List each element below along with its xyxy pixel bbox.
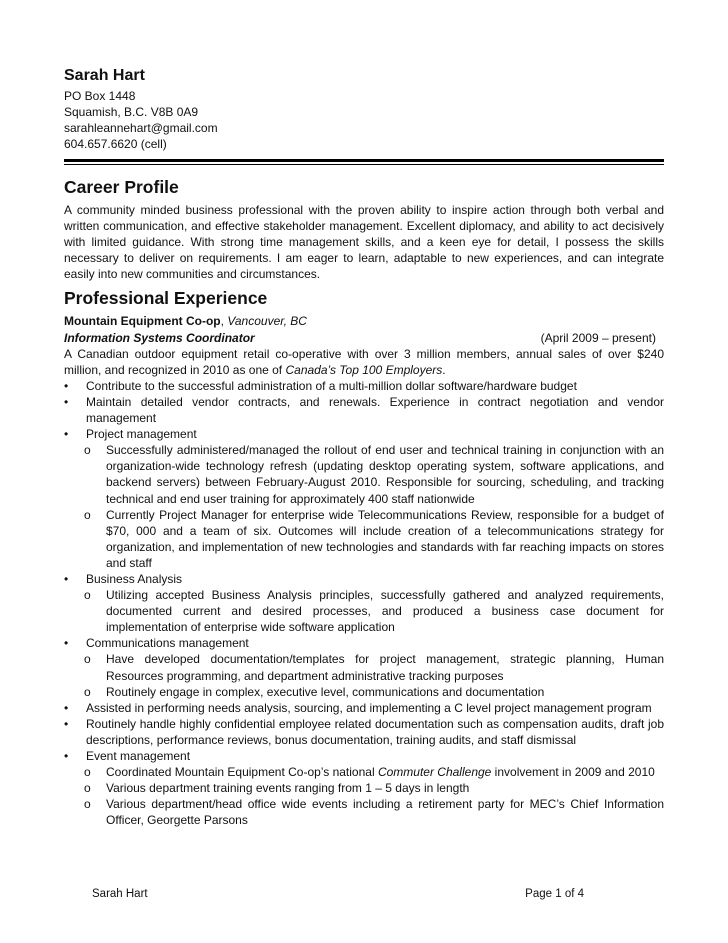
list-item-text: Project management (86, 427, 197, 442)
header-divider (64, 159, 664, 162)
role-line (64, 330, 664, 346)
sub-list-item-text: Coordinated Mountain Equipment Co-op’s national (106, 765, 378, 780)
summary-end: . (442, 362, 446, 377)
contact-block (64, 66, 664, 152)
sub-list-item (64, 684, 664, 700)
bullet-marker: • (64, 716, 69, 731)
sub-list-item-text: Currently Project Manager for enterprise wide Telecommunications Review, responsible for a budget of $70, 000 and a team of six. Outcomes will include creation of a telecommunications strategy for organization, and implementation of new technologies and standards with far reaching impacts on stores and staff (106, 507, 664, 570)
list-item-text: Routinely handle highly confidential employee related documentation such as compensation audits, draft job descriptions, performance reviews, bonus documentation, training audits, and staff dismissal (86, 716, 664, 747)
sub-list-item-text: Have developed documentation/templates for project management, strategic planning, Human Resources programming, and department administrative tracking purposes (106, 652, 664, 683)
experience-heading: Professional Experience (64, 288, 268, 309)
employer-summary (64, 346, 664, 378)
bullet-marker: • (64, 394, 69, 409)
list-item (64, 426, 664, 571)
sub-bullet-marker: o (84, 652, 91, 667)
bullet-marker: • (64, 749, 69, 763)
sub-bullet-marker: o (84, 765, 91, 780)
footer-name: Sarah Hart (92, 888, 148, 900)
sub-list (64, 587, 664, 635)
sub-list-item-text: Routinely engage in complex, executive level, communications and documentation (106, 684, 545, 699)
list-item (64, 571, 664, 635)
sub-bullet-marker: o (84, 781, 91, 796)
responsibility-list (64, 378, 664, 829)
phone-line: 604.657.6620 (cell) (64, 137, 167, 152)
list-item-text: Communications management (86, 636, 249, 651)
sub-list-item (64, 587, 664, 635)
sub-list-item (64, 780, 664, 796)
sub-bullet-marker: o (84, 684, 91, 699)
job-dates: (April 2009 – present) (540, 330, 656, 345)
event-name: Commuter Challenge (377, 765, 492, 780)
sub-list-item (64, 651, 664, 683)
list-item-text: Maintain detailed vendor contracts, and renewals. Experience in contract negotiation and vendor management (86, 394, 664, 426)
sub-list-item (64, 764, 664, 780)
sub-list-item (64, 442, 664, 506)
list-item-text: Contribute to the successful administration of a multi-million dollar software/hardware budget (86, 378, 577, 393)
summary-award: Canada’s Top 100 Employers (285, 362, 443, 377)
sub-bullet-marker: o (84, 797, 91, 812)
sub-list-item (64, 796, 664, 828)
list-item (64, 635, 664, 699)
list-item-text: Event management (86, 749, 191, 763)
summary-text: A Canadian outdoor equipment retail co-operative with over 3 million members, annual sales of over $240 million, and recognized in 2010 as one of (64, 346, 664, 377)
bullet-marker: • (64, 636, 69, 651)
sub-list-item-text: Various department training events ranging from 1 – 5 days in length (106, 781, 470, 796)
employer-separator: , (220, 314, 228, 329)
sub-list-item-text-end: involvement in 2009 and 2010 (491, 765, 655, 780)
job-title: Information Systems Coordinator (64, 330, 255, 345)
list-item (64, 394, 664, 426)
employer-line (64, 313, 664, 329)
city-line: Squamish, B.C. V8B 0A9 (64, 105, 199, 120)
bullet-marker: • (64, 427, 69, 442)
list-item-text: Business Analysis (86, 571, 183, 586)
bullet-marker: • (64, 700, 69, 715)
sub-list (64, 764, 664, 828)
resume-body (64, 176, 664, 828)
address-line: PO Box 1448 (64, 89, 136, 103)
employer-location: Vancouver, BC (227, 314, 307, 329)
career-profile-text: A community minded business professional with the proven ability to inspire action through both verbal and written communication, and effective stakeholder management. Excellent diplomacy, and ability to act decisively with limited guidance. With strong time management skills, and a keen eye for detail, I possess the skills necessary to deliver on requirements. I am eager to learn, adaptable to new experiences, and can integrate easily into new communities and circumstances. (64, 203, 664, 282)
list-item (64, 700, 664, 716)
sub-list-item (64, 507, 664, 571)
list-item (64, 716, 664, 748)
candidate-name: Sarah Hart (64, 67, 145, 84)
bullet-marker: • (64, 378, 69, 393)
list-item (64, 748, 664, 828)
list-item-text: Assisted in performing needs analysis, sourcing, and implementing a C level project management program (86, 700, 652, 715)
page-number: Page 1 of 4 (525, 888, 584, 900)
sub-bullet-marker: o (84, 443, 91, 458)
bullet-marker: • (64, 571, 69, 586)
sub-list-item-text: Various department/head office wide events including a retirement party for MEC’s Chief Information Officer, Georgette Parsons (106, 797, 664, 828)
sub-list (64, 651, 664, 699)
sub-list-item-text: Successfully administered/managed the rollout of end user and technical training in conjunction with an organization-wide technology refresh (updating desktop operating system, software applications, and backend servers) between February-August 2010. Responsible for sourcing, scheduling, and tracking technical and end user training for approximately 400 staff nationwide (106, 443, 664, 506)
list-item (64, 378, 664, 394)
sub-bullet-marker: o (84, 588, 91, 603)
sub-list-item-text: Utilizing accepted Business Analysis principles, successfully gathered and analyzed requirements, documented current and desired processes, and produced a business case document for implementation of enterprise wide software application (106, 588, 664, 635)
employer-name: Mountain Equipment Co-op (64, 314, 221, 329)
sub-bullet-marker: o (84, 507, 91, 522)
career-profile-heading: Career Profile (64, 177, 179, 197)
header-divider-thin (64, 164, 664, 165)
sub-list (64, 442, 664, 571)
email-line: sarahleannehart@gmail.com (64, 121, 218, 136)
